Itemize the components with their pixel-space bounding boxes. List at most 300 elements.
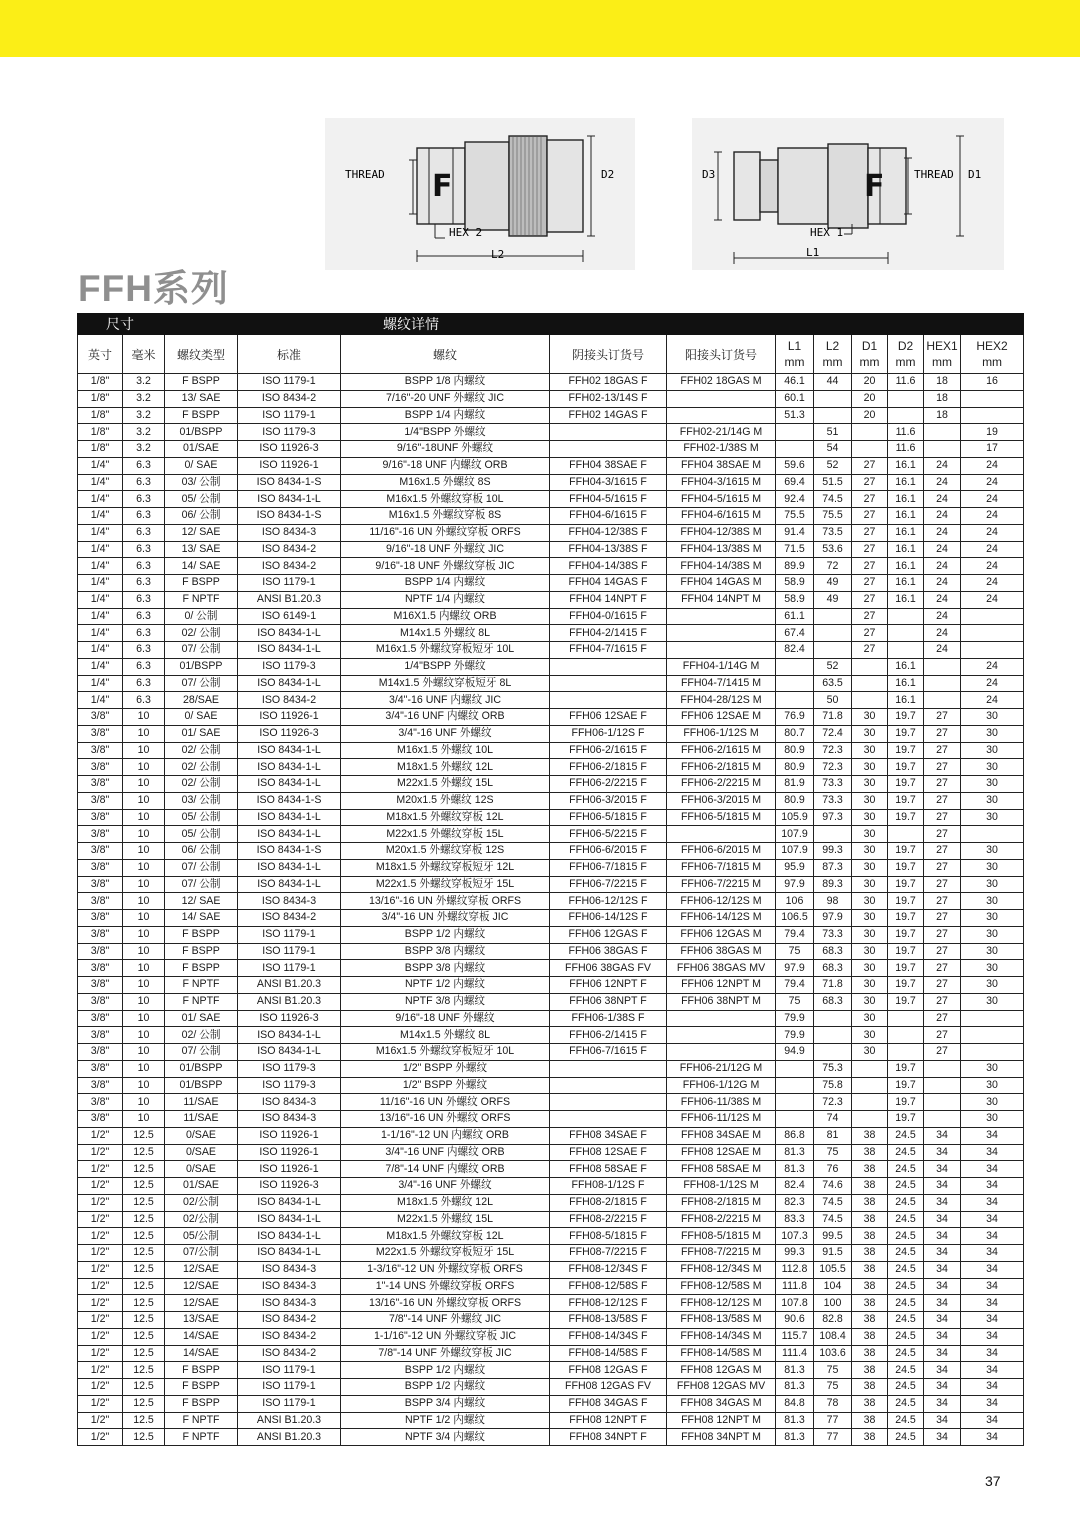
cell-thread: 13/16"-16 UN 外螺纹 ORFS [341, 1111, 550, 1128]
cell-l1: 106 [776, 893, 814, 910]
cell-l1 [776, 675, 814, 692]
cell-thread-type: 11/SAE [165, 1111, 238, 1128]
cell-female-pn: FFH08 34GAS F [550, 1395, 667, 1412]
table-row [78, 424, 1024, 441]
cell-mm: 10 [123, 709, 165, 726]
cell-thread-type: 01/SAE [165, 1178, 238, 1195]
cell-inch: 3/8" [78, 776, 123, 793]
cell-female-pn: FFH08-12/58S F [550, 1278, 667, 1295]
cell-male-pn: FFH06-12/12S M [667, 893, 776, 910]
cell-thread: M14x1.5 外螺纹穿板短牙 8L [341, 675, 550, 692]
cell-hex2: 24 [961, 558, 1024, 575]
cell-hex2: 30 [961, 742, 1024, 759]
cell-l1: 115.7 [776, 1328, 814, 1345]
table-row [78, 524, 1024, 541]
cell-male-pn: FFH06-2/2215 M [667, 776, 776, 793]
column-headers [78, 335, 1024, 374]
cell-hex2: 16 [961, 374, 1024, 391]
cell-inch: 1/8" [78, 374, 123, 391]
cell-l2: 82.8 [814, 1312, 852, 1329]
table-row [78, 993, 1024, 1010]
table-row [78, 1194, 1024, 1211]
table-row [78, 792, 1024, 809]
cell-l2 [814, 407, 852, 424]
cell-female-pn: FFH04 38SAE F [550, 457, 667, 474]
cell-thread-type: 07/ 公制 [165, 675, 238, 692]
cell-inch: 1/2" [78, 1379, 123, 1396]
cell-d1 [852, 1060, 888, 1077]
cell-inch: 3/8" [78, 1111, 123, 1128]
cell-l1: 81.9 [776, 776, 814, 793]
cell-d2: 24.5 [888, 1379, 924, 1396]
cell-l1: 79.9 [776, 1010, 814, 1027]
cell-hex1: 27 [924, 993, 961, 1010]
cell-mm: 6.3 [123, 642, 165, 659]
col-header-thread: 螺纹 [341, 335, 550, 374]
female-coupler-diagram [325, 118, 635, 270]
cell-d1: 27 [852, 524, 888, 541]
cell-d1: 30 [852, 826, 888, 843]
cell-hex2: 30 [961, 843, 1024, 860]
cell-female-pn: FFH06-7/1815 F [550, 859, 667, 876]
cell-d2: 24.5 [888, 1312, 924, 1329]
cell-l2: 78 [814, 1395, 852, 1412]
cell-l1: 95.9 [776, 859, 814, 876]
cell-d2: 19.7 [888, 1111, 924, 1128]
cell-standard: ISO 1179-1 [238, 1379, 341, 1396]
cell-l2: 103.6 [814, 1345, 852, 1362]
cell-mm: 12.5 [123, 1228, 165, 1245]
cell-hex1: 34 [924, 1278, 961, 1295]
cell-male-pn: FFH06 38NPT M [667, 993, 776, 1010]
cell-l1: 81.3 [776, 1161, 814, 1178]
cell-l1: 90.6 [776, 1312, 814, 1329]
cell-inch: 1/4" [78, 625, 123, 642]
cell-d1: 27 [852, 508, 888, 525]
cell-hex2: 30 [961, 725, 1024, 742]
cell-hex2: 30 [961, 759, 1024, 776]
cell-l2: 72.3 [814, 759, 852, 776]
col-header-l2: L2 mm [814, 335, 852, 374]
cell-thread-type: 01/BSPP [165, 1060, 238, 1077]
cell-l2: 98 [814, 893, 852, 910]
cell-hex2: 24 [961, 575, 1024, 592]
cell-mm: 3.2 [123, 424, 165, 441]
cell-thread: M18x1.5 外螺纹 12L [341, 1194, 550, 1211]
cell-standard: ISO 8434-1-L [238, 759, 341, 776]
cell-hex2: 17 [961, 441, 1024, 458]
cell-l2: 71.8 [814, 977, 852, 994]
cell-mm: 10 [123, 1027, 165, 1044]
cell-inch: 1/4" [78, 508, 123, 525]
cell-hex1: 27 [924, 809, 961, 826]
cell-l1 [776, 658, 814, 675]
table-row [78, 1111, 1024, 1128]
cell-l1: 79.9 [776, 1027, 814, 1044]
cell-d2: 19.7 [888, 709, 924, 726]
cell-hex2: 24 [961, 591, 1024, 608]
cell-thread-type: F BSPP [165, 407, 238, 424]
cell-thread: 3/4"-16 UNF 外螺纹 [341, 1178, 550, 1195]
cell-standard: ISO 8434-1-L [238, 876, 341, 893]
cell-hex1: 27 [924, 1027, 961, 1044]
cell-l1 [776, 1094, 814, 1111]
cell-male-pn: FFH06-7/1815 M [667, 859, 776, 876]
cell-d1: 30 [852, 792, 888, 809]
table-row [78, 1178, 1024, 1195]
cell-inch: 1/2" [78, 1245, 123, 1262]
cell-mm: 12.5 [123, 1278, 165, 1295]
cell-thread-type: F BSPP [165, 575, 238, 592]
cell-inch: 3/8" [78, 943, 123, 960]
cell-inch: 1/4" [78, 608, 123, 625]
cell-mm: 10 [123, 843, 165, 860]
cell-female-pn [550, 1111, 667, 1128]
cell-d1: 38 [852, 1245, 888, 1262]
cell-inch: 1/2" [78, 1362, 123, 1379]
cell-hex1: 34 [924, 1395, 961, 1412]
cell-thread: 9/16"-18 UNF 外螺纹穿板 JIC [341, 558, 550, 575]
cell-l1: 83.3 [776, 1211, 814, 1228]
cell-hex1: 34 [924, 1312, 961, 1329]
cell-hex2: 34 [961, 1278, 1024, 1295]
cell-inch: 3/8" [78, 876, 123, 893]
cell-l1: 112.8 [776, 1261, 814, 1278]
cell-d2: 19.7 [888, 943, 924, 960]
cell-mm: 12.5 [123, 1261, 165, 1278]
cell-d2: 19.7 [888, 977, 924, 994]
cell-inch: 1/2" [78, 1261, 123, 1278]
cell-l2: 87.3 [814, 859, 852, 876]
cell-mm: 6.3 [123, 474, 165, 491]
cell-mm: 6.3 [123, 608, 165, 625]
cell-hex2: 34 [961, 1379, 1024, 1396]
cell-mm: 12.5 [123, 1395, 165, 1412]
cell-mm: 12.5 [123, 1245, 165, 1262]
cell-mm: 6.3 [123, 524, 165, 541]
cell-thread: BSPP 3/4 内螺纹 [341, 1395, 550, 1412]
cell-l2: 81 [814, 1127, 852, 1144]
cell-standard: ISO 8434-2 [238, 1312, 341, 1329]
cell-inch: 1/2" [78, 1312, 123, 1329]
cell-female-pn: FFH08-12/34S F [550, 1261, 667, 1278]
cell-thread: BSPP 1/4 内螺纹 [341, 575, 550, 592]
cell-l2: 75.5 [814, 508, 852, 525]
cell-hex1: 34 [924, 1261, 961, 1278]
cell-female-pn: FFH08-2/2215 F [550, 1211, 667, 1228]
cell-thread-type: 05/公制 [165, 1228, 238, 1245]
cell-male-pn: FFH04-14/38S M [667, 558, 776, 575]
cell-mm: 10 [123, 926, 165, 943]
cell-d1: 30 [852, 910, 888, 927]
cell-female-pn: FFH04-3/1615 F [550, 474, 667, 491]
cell-d1: 30 [852, 1044, 888, 1061]
cell-standard: ISO 8434-3 [238, 524, 341, 541]
cell-male-pn: FFH06 12NPT M [667, 977, 776, 994]
cell-female-pn: FFH08-2/1815 F [550, 1194, 667, 1211]
cell-standard: ISO 8434-1-S [238, 508, 341, 525]
cell-l2: 75.3 [814, 1060, 852, 1077]
cell-hex2 [961, 1027, 1024, 1044]
cell-inch: 1/4" [78, 692, 123, 709]
cell-male-pn: FFH06-2/1615 M [667, 742, 776, 759]
cell-l1: 105.9 [776, 809, 814, 826]
col-header-mm: 毫米 [123, 335, 165, 374]
cell-thread-type: 11/SAE [165, 1094, 238, 1111]
cell-mm: 10 [123, 943, 165, 960]
cell-male-pn: FFH04-3/1615 M [667, 474, 776, 491]
cell-thread: 3/4"-16 UNF 内螺纹 ORB [341, 709, 550, 726]
cell-female-pn: FFH04 14NPT F [550, 591, 667, 608]
fitting-spec-table [77, 313, 1024, 1446]
cell-l2: 77 [814, 1412, 852, 1429]
cell-l2: 89.3 [814, 876, 852, 893]
cell-hex1: 27 [924, 926, 961, 943]
cell-female-pn: FFH06-3/2015 F [550, 792, 667, 809]
cell-standard: ISO 8434-1-L [238, 1044, 341, 1061]
cell-hex1: 34 [924, 1194, 961, 1211]
cell-standard: ISO 8434-3 [238, 1094, 341, 1111]
cell-inch: 1/2" [78, 1295, 123, 1312]
cell-thread-type: F NPTF [165, 993, 238, 1010]
cell-inch: 1/4" [78, 558, 123, 575]
table-row [78, 441, 1024, 458]
cell-standard: ISO 8434-2 [238, 541, 341, 558]
cell-d2: 19.7 [888, 809, 924, 826]
table-row [78, 658, 1024, 675]
cell-male-pn [667, 1044, 776, 1061]
cell-hex2: 34 [961, 1127, 1024, 1144]
cell-thread-type: 0/ SAE [165, 457, 238, 474]
cell-l2: 51.5 [814, 474, 852, 491]
cell-male-pn: FFH06-5/1815 M [667, 809, 776, 826]
cell-hex1: 34 [924, 1362, 961, 1379]
cell-hex1: 34 [924, 1379, 961, 1396]
cell-thread-type: 12/ SAE [165, 524, 238, 541]
cell-l1: 81.3 [776, 1379, 814, 1396]
cell-male-pn: FFH08-14/58S M [667, 1345, 776, 1362]
cell-male-pn: FFH04-12/38S M [667, 524, 776, 541]
d1-label: D1 [968, 168, 982, 181]
cell-inch: 1/4" [78, 541, 123, 558]
table-row [78, 591, 1024, 608]
cell-thread-type: F BSPP [165, 926, 238, 943]
cell-hex2: 34 [961, 1312, 1024, 1329]
cell-inch: 1/2" [78, 1127, 123, 1144]
cell-d2: 11.6 [888, 441, 924, 458]
cell-hex2: 30 [961, 809, 1024, 826]
cell-standard: ISO 8434-1-L [238, 742, 341, 759]
cell-hex2: 30 [961, 893, 1024, 910]
cell-standard: ISO 1179-1 [238, 1362, 341, 1379]
cell-hex2: 34 [961, 1429, 1024, 1446]
cell-mm: 3.2 [123, 390, 165, 407]
cell-male-pn: FFH08-14/34S M [667, 1328, 776, 1345]
cell-hex2 [961, 826, 1024, 843]
cell-l2: 72 [814, 558, 852, 575]
cell-l1: 82.4 [776, 1178, 814, 1195]
cell-standard: ISO 8434-1-L [238, 642, 341, 659]
cell-female-pn: FFH02 14GAS F [550, 407, 667, 424]
cell-d2: 24.5 [888, 1261, 924, 1278]
d2-label: D2 [601, 168, 615, 181]
cell-inch: 3/8" [78, 926, 123, 943]
cell-hex1: 34 [924, 1429, 961, 1446]
cell-female-pn: FFH04-5/1615 F [550, 491, 667, 508]
cell-female-pn: FFH08 12GAS FV [550, 1379, 667, 1396]
cell-thread: 1/4"BSPP 外螺纹 [341, 424, 550, 441]
table-row [78, 1429, 1024, 1446]
cell-thread-type: 03/ 公制 [165, 792, 238, 809]
cell-l1 [776, 692, 814, 709]
cell-female-pn: FFH02 18GAS F [550, 374, 667, 391]
cell-male-pn: FFH04-5/1615 M [667, 491, 776, 508]
cell-l2 [814, 625, 852, 642]
cell-inch: 3/8" [78, 843, 123, 860]
cell-male-pn: FFH08 12GAS M [667, 1362, 776, 1379]
cell-thread-type: 12/ SAE [165, 893, 238, 910]
cell-d1: 30 [852, 893, 888, 910]
table-row [78, 1094, 1024, 1111]
cell-thread: M22x1.5 外螺纹 15L [341, 1211, 550, 1228]
cell-l2: 75 [814, 1362, 852, 1379]
cell-thread: M14x1.5 外螺纹 8L [341, 625, 550, 642]
cell-l1: 106.5 [776, 910, 814, 927]
cell-d1: 38 [852, 1345, 888, 1362]
cell-hex1: 34 [924, 1144, 961, 1161]
cell-inch: 1/2" [78, 1395, 123, 1412]
cell-male-pn: FFH04 14NPT M [667, 591, 776, 608]
cell-mm: 10 [123, 1010, 165, 1027]
cell-mm: 12.5 [123, 1328, 165, 1345]
cell-d2: 24.5 [888, 1245, 924, 1262]
cell-d1 [852, 1111, 888, 1128]
cell-inch: 3/8" [78, 1077, 123, 1094]
cell-d1: 27 [852, 457, 888, 474]
cell-mm: 10 [123, 1044, 165, 1061]
cell-standard: ANSI B1.20.3 [238, 977, 341, 994]
cell-hex1: 27 [924, 943, 961, 960]
table-row [78, 1362, 1024, 1379]
cell-thread-type: F BSPP [165, 1395, 238, 1412]
cell-l2: 75 [814, 1379, 852, 1396]
cell-l2: 74.5 [814, 491, 852, 508]
cell-l1: 69.4 [776, 474, 814, 491]
cell-thread: 1-1/16"-12 UN 外螺纹穿板 JIC [341, 1328, 550, 1345]
table-row [78, 675, 1024, 692]
table-row [78, 1412, 1024, 1429]
cell-inch: 3/8" [78, 960, 123, 977]
cell-hex1: 34 [924, 1127, 961, 1144]
cell-thread-type: F BSPP [165, 960, 238, 977]
cell-mm: 10 [123, 742, 165, 759]
cell-hex1 [924, 441, 961, 458]
table-row [78, 541, 1024, 558]
cell-female-pn: FFH08-14/58S F [550, 1345, 667, 1362]
cell-hex2 [961, 1044, 1024, 1061]
cell-thread: 3/4"-16 UNF 内螺纹 ORB [341, 1144, 550, 1161]
cell-l2: 49 [814, 591, 852, 608]
cell-d1: 38 [852, 1228, 888, 1245]
table-row [78, 457, 1024, 474]
cell-male-pn: FFH06-14/12S M [667, 910, 776, 927]
cell-d2: 19.7 [888, 725, 924, 742]
cell-thread-type: 28/SAE [165, 692, 238, 709]
cell-d2: 24.5 [888, 1395, 924, 1412]
cell-l1: 99.3 [776, 1245, 814, 1262]
cell-d2: 16.1 [888, 474, 924, 491]
cell-mm: 6.3 [123, 491, 165, 508]
cell-inch: 1/2" [78, 1178, 123, 1195]
cell-l2: 74.5 [814, 1211, 852, 1228]
cell-female-pn [550, 675, 667, 692]
table-row [78, 625, 1024, 642]
cell-hex1: 27 [924, 725, 961, 742]
cell-inch: 3/8" [78, 826, 123, 843]
cell-thread-type: 02/公制 [165, 1211, 238, 1228]
cell-male-pn: FFH02-21/14G M [667, 424, 776, 441]
cell-thread: 1"-14 UNS 外螺纹穿板 ORFS [341, 1278, 550, 1295]
cell-female-pn: FFH06-1/12S F [550, 725, 667, 742]
cell-l1: 81.3 [776, 1412, 814, 1429]
cell-mm: 6.3 [123, 558, 165, 575]
cell-standard: ISO 8434-2 [238, 390, 341, 407]
cell-d1 [852, 1094, 888, 1111]
cell-standard: ISO 8434-1-L [238, 776, 341, 793]
cell-l1: 94.9 [776, 1044, 814, 1061]
cell-d2: 24.5 [888, 1295, 924, 1312]
cell-d1: 27 [852, 625, 888, 642]
cell-hex1: 27 [924, 759, 961, 776]
cell-inch: 1/4" [78, 675, 123, 692]
cell-hex2: 34 [961, 1395, 1024, 1412]
cell-standard: ISO 8434-1-L [238, 675, 341, 692]
cell-female-pn [550, 441, 667, 458]
cell-male-pn: FFH08-7/2215 M [667, 1245, 776, 1262]
table-row [78, 960, 1024, 977]
cell-inch: 1/2" [78, 1228, 123, 1245]
cell-standard: ISO 8434-2 [238, 692, 341, 709]
cell-thread-type: 07/ 公制 [165, 642, 238, 659]
col-header-d1: D1 mm [852, 335, 888, 374]
cell-thread-type: 05/ 公制 [165, 809, 238, 826]
cell-hex1 [924, 658, 961, 675]
cell-inch: 3/8" [78, 1010, 123, 1027]
cell-d1: 38 [852, 1278, 888, 1295]
cell-male-pn: FFH02-1/38S M [667, 441, 776, 458]
cell-l2: 100 [814, 1295, 852, 1312]
male-nipple-diagram [692, 118, 1004, 270]
cell-inch: 3/8" [78, 1044, 123, 1061]
cell-l1: 51.3 [776, 407, 814, 424]
table-row [78, 1261, 1024, 1278]
cell-standard: ISO 1179-3 [238, 424, 341, 441]
cell-d1: 30 [852, 943, 888, 960]
cell-thread-type: 0/SAE [165, 1144, 238, 1161]
cell-l1 [776, 441, 814, 458]
cell-inch: 3/8" [78, 1060, 123, 1077]
cell-d2: 24.5 [888, 1144, 924, 1161]
cell-female-pn [550, 692, 667, 709]
table-row [78, 508, 1024, 525]
cell-d1: 20 [852, 407, 888, 424]
cell-male-pn: FFH08-5/1815 M [667, 1228, 776, 1245]
cell-l1: 107.9 [776, 826, 814, 843]
cell-thread-type: 05/ 公制 [165, 491, 238, 508]
cell-standard: ISO 8434-1-L [238, 809, 341, 826]
cell-d2: 19.7 [888, 1094, 924, 1111]
cell-d2: 19.7 [888, 742, 924, 759]
